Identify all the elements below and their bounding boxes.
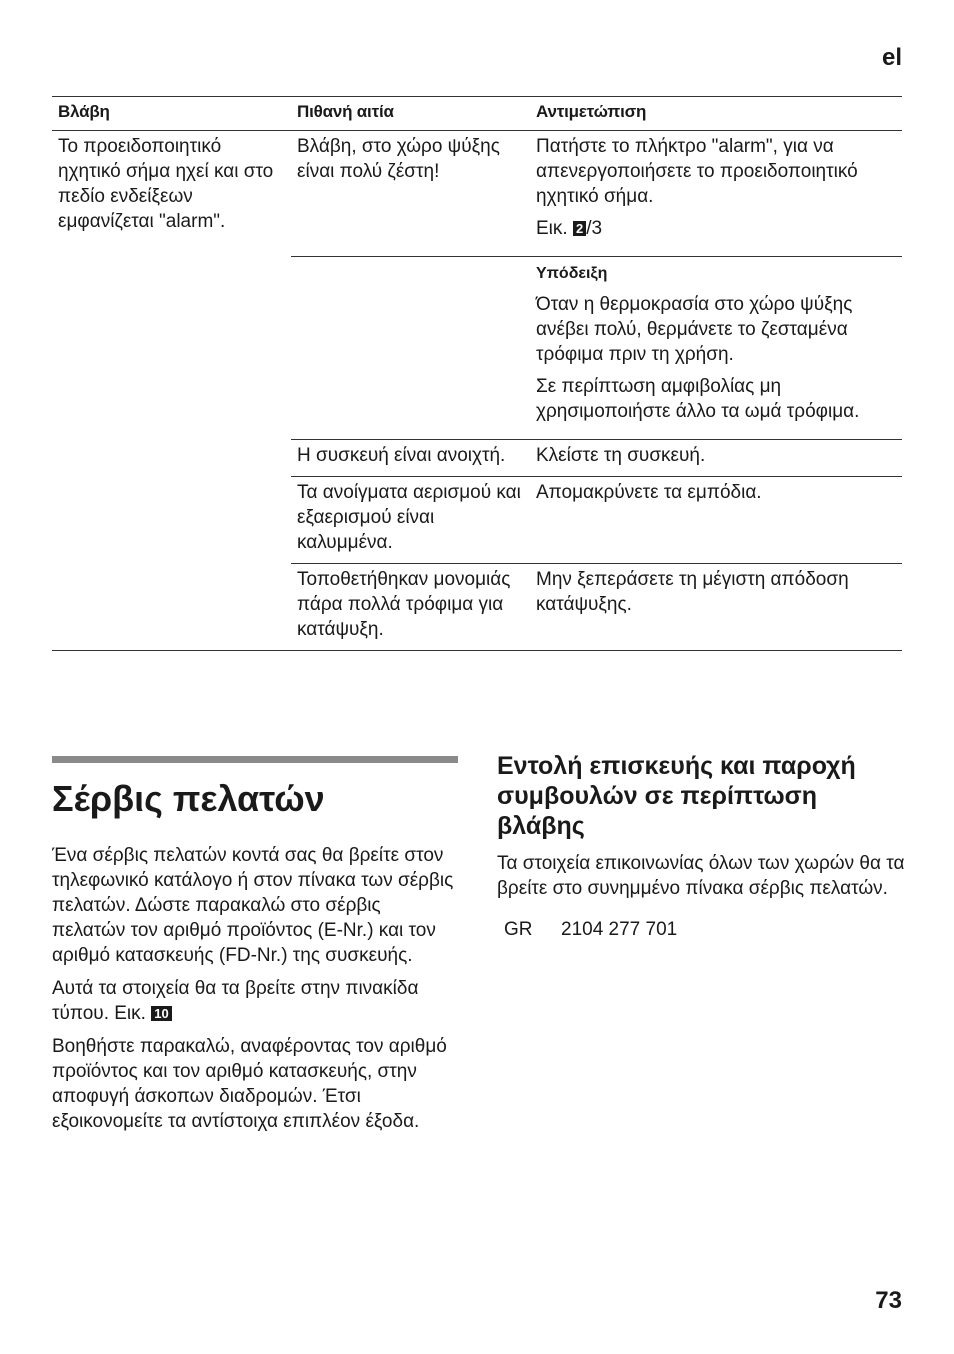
note-paragraph: Σε περίπτωση αμφιβολίας μη χρησιμοποιήστε άλλο τα ωμά τρόφιμα. bbox=[536, 376, 860, 422]
note-paragraph: Όταν η θερμοκρασία στο χώρο ψύξης ανέβει πολύ, θερμάνετε το ζεσταμένα τρόφιμα πριν τη χρήση. bbox=[536, 294, 853, 365]
cause-cell: Τοποθετήθηκαν μονομιάς πάρα πολλά τρόφιμα για κατάψυξη. bbox=[291, 564, 530, 651]
header-fault: Βλάβη bbox=[52, 97, 291, 131]
remedy-cell: Μην ξεπεράσετε τη μέγιστη απόδοση κατάψυξης. bbox=[530, 564, 902, 651]
note-title: Υπόδειξη bbox=[536, 265, 608, 282]
page-number: 73 bbox=[875, 1287, 902, 1314]
table-bottom-border bbox=[52, 650, 902, 651]
note-cell bbox=[530, 257, 902, 440]
troubleshooting-table bbox=[52, 96, 902, 651]
cause-cell: Η συσκευή είναι ανοιχτή. bbox=[291, 440, 530, 477]
header-remedy: Αντιμετώπιση bbox=[530, 97, 902, 131]
figure-prefix: Εικ. bbox=[536, 218, 568, 239]
phone-number: 2104 277 701 bbox=[561, 919, 678, 940]
table-bottom-rule bbox=[52, 650, 902, 651]
customer-service-section bbox=[52, 756, 458, 1142]
section-subtitle: Εντολή επισκευής και παροχή συμβουλών σε περίπτωση βλάβης bbox=[497, 752, 856, 840]
paragraph-text: Αυτά τα στοιχεία θα τα βρείτε στην πινακίδα τύπου. Εικ. bbox=[52, 978, 419, 1024]
figure-suffix: /3 bbox=[586, 218, 603, 239]
contact-row bbox=[497, 917, 907, 942]
remedy-cell bbox=[530, 131, 902, 257]
fault-cell: Το προειδοποιητικό ηχητικό σήμα ηχεί και στο πεδίο ενδείξεων εμφανίζεται "alarm". bbox=[58, 136, 274, 232]
cause-cell bbox=[291, 257, 530, 440]
repair-section bbox=[497, 751, 907, 942]
figure-number-badge: 2 bbox=[573, 221, 586, 236]
figure-reference bbox=[536, 216, 896, 241]
table-row bbox=[52, 131, 902, 257]
remedy-cell: Απομακρύνετε τα εμπόδια. bbox=[530, 477, 902, 564]
paragraph: Βοηθήστε παρακαλώ, αναφέροντας τον αριθμό προϊόντος και τον αριθμό κατασκευής, στην αποφυγή άσκοπων διαδρομών. Έτσι εξοικονομείτε τα αντίστοιχα επιπλέον έξοδα. bbox=[52, 1036, 447, 1132]
section-title: Σέρβις πελατών bbox=[52, 778, 325, 819]
country-code: GR bbox=[504, 919, 533, 940]
remedy-cell: Κλείστε τη συσκευή. bbox=[530, 440, 902, 477]
paragraph: Τα στοιχεία επικοινωνίας όλων των χωρών θα τα βρείτε στο συνημμένο πίνακα σέρβις πελατών. bbox=[497, 853, 905, 899]
cause-cell: Βλάβη, στο χώρο ψύξης είναι πολύ ζέστη! bbox=[297, 136, 500, 182]
paragraph bbox=[52, 976, 458, 1026]
figure-number-badge: 10 bbox=[151, 1006, 171, 1021]
table-header-row bbox=[52, 97, 902, 131]
header-cause: Πιθανή αιτία bbox=[291, 97, 530, 131]
paragraph: Ένα σέρβις πελατών κοντά σας θα βρείτε στον τηλεφωνικό κατάλογο ή στον πίνακα των σέρβις πελατών. Δώστε παρακαλώ στο σέρβις πελατών τον αριθμό προϊόντος (E-Nr.) και τον αριθμό κατασκευής (FD-Nr.) της συσκευής. bbox=[52, 845, 454, 966]
remedy-text: Πατήστε το πλήκτρο "alarm", για να απενεργοποιήσετε το προειδοποιητικό ηχητικό σήμα. bbox=[536, 136, 858, 207]
language-code: el bbox=[881, 44, 902, 71]
section-rule bbox=[52, 756, 458, 763]
cause-cell: Τα ανοίγματα αερισμού και εξαερισμού είναι καλυμμένα. bbox=[291, 477, 530, 564]
